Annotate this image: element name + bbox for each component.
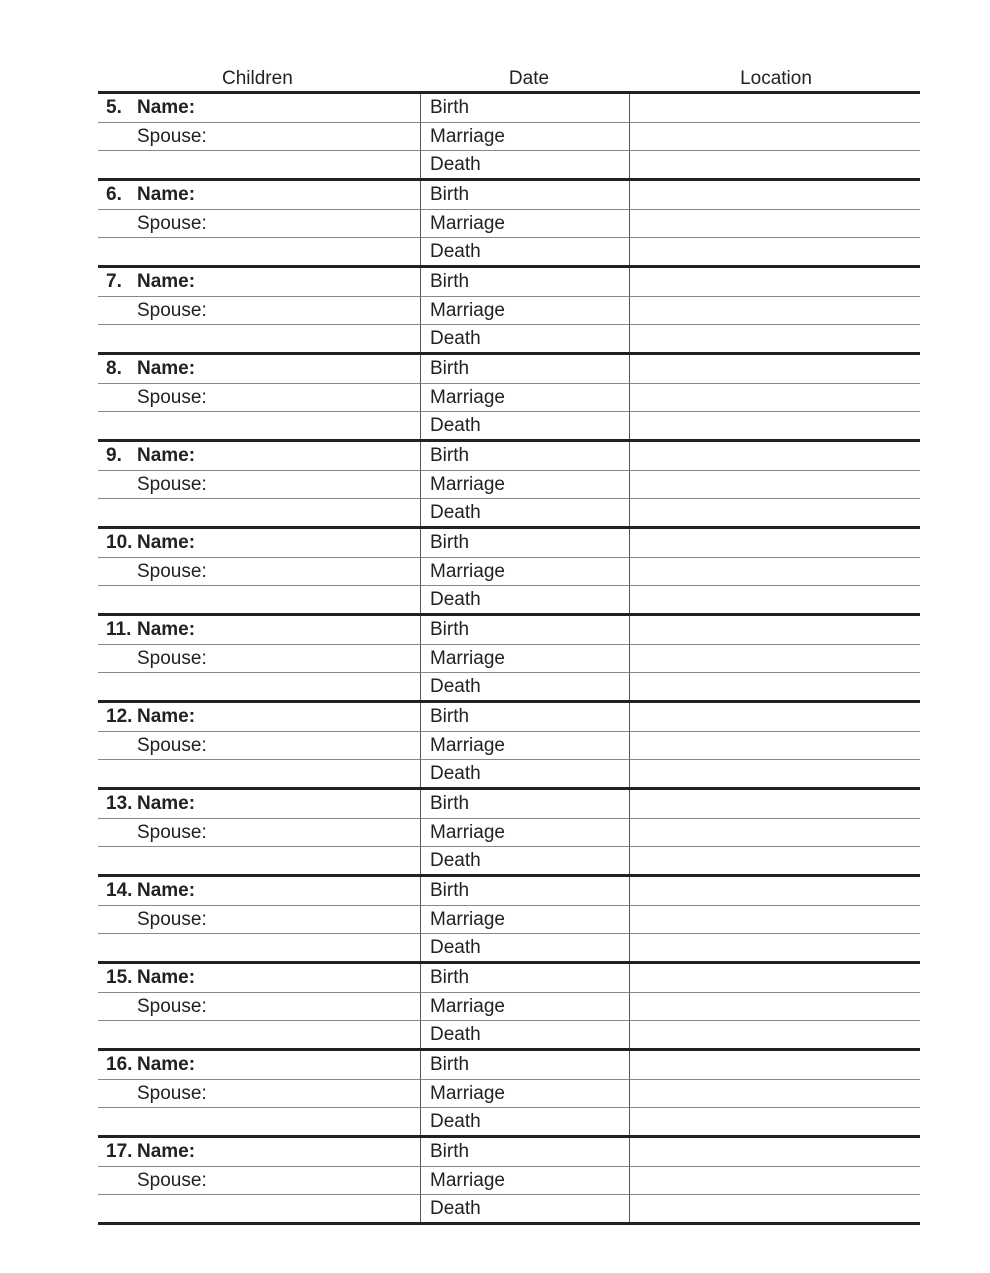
birth-date-cell[interactable]: [421, 964, 630, 992]
birth-location-cell[interactable]: [630, 877, 920, 905]
birth-label: Birth: [430, 358, 470, 379]
birth-row: [98, 529, 920, 557]
name-label: Name:: [137, 97, 196, 118]
marriage-location-cell[interactable]: [630, 557, 920, 585]
death-label: Death: [430, 1111, 481, 1132]
birth-label: Birth: [430, 880, 470, 901]
birth-location-cell[interactable]: [630, 355, 920, 383]
marriage-location-cell[interactable]: [630, 383, 920, 411]
birth-location-cell[interactable]: [630, 94, 920, 122]
marriage-location-cell[interactable]: [630, 1079, 920, 1107]
spouse-cell[interactable]: [98, 731, 421, 759]
name-label: Name:: [137, 445, 196, 466]
name-label: Name:: [137, 1141, 196, 1162]
birth-date-cell[interactable]: [421, 703, 630, 731]
spouse-label: Spouse:: [137, 561, 207, 582]
spouse-label: Spouse:: [137, 648, 207, 669]
blank-cell: [98, 759, 421, 787]
spouse-label: Spouse:: [137, 387, 207, 408]
spouse-cell[interactable]: [98, 992, 421, 1020]
child-entry: [98, 964, 920, 1051]
name-cell[interactable]: [98, 529, 421, 557]
death-label: Death: [430, 1024, 481, 1045]
death-row: [98, 1020, 920, 1048]
child-entry: [98, 703, 920, 790]
spouse-cell[interactable]: [98, 209, 421, 237]
death-location-cell[interactable]: [630, 585, 920, 613]
birth-row: [98, 268, 920, 296]
entry-number: 5.: [106, 97, 122, 118]
name-label: Name:: [137, 619, 196, 640]
marriage-date-cell[interactable]: [421, 470, 630, 498]
birth-label: Birth: [430, 619, 470, 640]
birth-date-cell[interactable]: [421, 529, 630, 557]
name-cell[interactable]: [98, 790, 421, 818]
death-row: [98, 411, 920, 439]
marriage-label: Marriage: [430, 1170, 505, 1191]
birth-label: Birth: [430, 184, 470, 205]
birth-date-cell[interactable]: [421, 355, 630, 383]
child-entry: [98, 268, 920, 355]
name-cell[interactable]: [98, 877, 421, 905]
entry-number: 12.: [106, 706, 133, 727]
column-header-date: Date: [508, 68, 550, 89]
death-location-cell[interactable]: [630, 759, 920, 787]
death-location-cell[interactable]: [630, 1194, 920, 1222]
name-cell[interactable]: [98, 964, 421, 992]
death-date-cell[interactable]: [421, 846, 630, 874]
marriage-location-cell[interactable]: [630, 818, 920, 846]
marriage-label: Marriage: [430, 387, 505, 408]
birth-location-cell[interactable]: [630, 964, 920, 992]
blank-cell: [98, 411, 421, 439]
blank-cell: [98, 585, 421, 613]
blank-cell: [98, 1020, 421, 1048]
spouse-cell[interactable]: [98, 470, 421, 498]
marriage-label: Marriage: [430, 996, 505, 1017]
birth-location-cell[interactable]: [630, 703, 920, 731]
death-label: Death: [430, 154, 481, 175]
marriage-date-cell[interactable]: [421, 992, 630, 1020]
marriage-location-cell[interactable]: [630, 296, 920, 324]
marriage-date-cell[interactable]: [421, 122, 630, 150]
birth-row: [98, 1138, 920, 1166]
name-label: Name:: [137, 706, 196, 727]
name-label: Name:: [137, 793, 196, 814]
death-date-cell[interactable]: [421, 324, 630, 352]
marriage-label: Marriage: [430, 561, 505, 582]
name-label: Name:: [137, 271, 196, 292]
spouse-label: Spouse:: [137, 213, 207, 234]
marriage-row: [98, 209, 920, 237]
marriage-date-cell[interactable]: [421, 296, 630, 324]
table-header: Children Date Location: [98, 64, 920, 94]
marriage-date-cell[interactable]: [421, 644, 630, 672]
marriage-location-cell[interactable]: [630, 122, 920, 150]
entry-number: 17.: [106, 1141, 133, 1162]
death-label: Death: [430, 850, 481, 871]
marriage-date-cell[interactable]: [421, 209, 630, 237]
spouse-cell[interactable]: [98, 1166, 421, 1194]
marriage-label: Marriage: [430, 126, 505, 147]
birth-location-cell[interactable]: [630, 1051, 920, 1079]
entry-number: 13.: [106, 793, 133, 814]
death-date-cell[interactable]: [421, 672, 630, 700]
marriage-row: [98, 296, 920, 324]
name-cell[interactable]: [98, 355, 421, 383]
birth-location-cell[interactable]: [630, 181, 920, 209]
death-date-cell[interactable]: [421, 1020, 630, 1048]
birth-row: [98, 442, 920, 470]
marriage-label: Marriage: [430, 822, 505, 843]
spouse-label: Spouse:: [137, 996, 207, 1017]
entry-number: 6.: [106, 184, 122, 205]
name-label: Name:: [137, 1054, 196, 1075]
birth-location-cell[interactable]: [630, 442, 920, 470]
birth-date-cell[interactable]: [421, 790, 630, 818]
birth-row: [98, 964, 920, 992]
blank-cell: [98, 150, 421, 178]
marriage-row: [98, 1079, 920, 1107]
death-row: [98, 1194, 920, 1222]
birth-label: Birth: [430, 793, 470, 814]
marriage-label: Marriage: [430, 213, 505, 234]
death-label: Death: [430, 502, 481, 523]
birth-location-cell[interactable]: [630, 616, 920, 644]
marriage-row: [98, 383, 920, 411]
marriage-date-cell[interactable]: [421, 557, 630, 585]
blank-cell: [98, 846, 421, 874]
spouse-label: Spouse:: [137, 735, 207, 756]
birth-label: Birth: [430, 445, 470, 466]
death-label: Death: [430, 415, 481, 436]
marriage-row: [98, 992, 920, 1020]
marriage-row: [98, 905, 920, 933]
name-cell[interactable]: [98, 442, 421, 470]
marriage-date-cell[interactable]: [421, 1079, 630, 1107]
name-cell[interactable]: [98, 703, 421, 731]
death-row: [98, 498, 920, 526]
marriage-row: [98, 731, 920, 759]
birth-row: [98, 877, 920, 905]
child-entry: [98, 181, 920, 268]
marriage-location-cell[interactable]: [630, 644, 920, 672]
birth-location-cell[interactable]: [630, 529, 920, 557]
entry-number: 11.: [106, 619, 132, 640]
death-label: Death: [430, 241, 481, 262]
birth-location-cell[interactable]: [630, 268, 920, 296]
blank-cell: [98, 672, 421, 700]
spouse-cell[interactable]: [98, 905, 421, 933]
death-label: Death: [430, 589, 481, 610]
birth-label: Birth: [430, 967, 470, 988]
marriage-location-cell[interactable]: [630, 470, 920, 498]
blank-cell: [98, 237, 421, 265]
entry-number: 7.: [106, 271, 122, 292]
marriage-row: [98, 1166, 920, 1194]
name-label: Name:: [137, 358, 196, 379]
death-location-cell[interactable]: [630, 933, 920, 961]
marriage-location-cell[interactable]: [630, 731, 920, 759]
entry-number: 15.: [106, 967, 133, 988]
death-date-cell[interactable]: [421, 933, 630, 961]
death-location-cell[interactable]: [630, 498, 920, 526]
death-location-cell[interactable]: [630, 237, 920, 265]
spouse-cell[interactable]: [98, 383, 421, 411]
birth-date-cell[interactable]: [421, 1051, 630, 1079]
entries-list: [98, 94, 920, 1225]
name-cell[interactable]: [98, 268, 421, 296]
death-row: [98, 933, 920, 961]
children-table: [98, 64, 920, 1225]
spouse-cell[interactable]: [98, 557, 421, 585]
marriage-label: Marriage: [430, 474, 505, 495]
death-row: [98, 846, 920, 874]
blank-cell: [98, 498, 421, 526]
marriage-date-cell[interactable]: [421, 1166, 630, 1194]
marriage-label: Marriage: [430, 909, 505, 930]
death-row: [98, 759, 920, 787]
death-location-cell[interactable]: [630, 1107, 920, 1135]
death-row: [98, 585, 920, 613]
marriage-location-cell[interactable]: [630, 905, 920, 933]
death-location-cell[interactable]: [630, 150, 920, 178]
death-row: [98, 237, 920, 265]
death-date-cell[interactable]: [421, 498, 630, 526]
birth-row: [98, 181, 920, 209]
name-cell[interactable]: [98, 181, 421, 209]
marriage-label: Marriage: [430, 648, 505, 669]
birth-label: Birth: [430, 1141, 470, 1162]
birth-row: [98, 1051, 920, 1079]
death-location-cell[interactable]: [630, 324, 920, 352]
spouse-label: Spouse:: [137, 1170, 207, 1191]
marriage-row: [98, 818, 920, 846]
blank-cell: [98, 1194, 421, 1222]
child-entry: [98, 529, 920, 616]
birth-location-cell[interactable]: [630, 790, 920, 818]
birth-label: Birth: [430, 271, 470, 292]
spouse-label: Spouse:: [137, 300, 207, 321]
birth-label: Birth: [430, 532, 470, 553]
marriage-row: [98, 122, 920, 150]
birth-date-cell[interactable]: [421, 94, 630, 122]
death-location-cell[interactable]: [630, 1020, 920, 1048]
spouse-label: Spouse:: [137, 822, 207, 843]
marriage-row: [98, 557, 920, 585]
birth-label: Birth: [430, 1054, 470, 1075]
marriage-location-cell[interactable]: [630, 992, 920, 1020]
death-date-cell[interactable]: [421, 150, 630, 178]
marriage-row: [98, 470, 920, 498]
child-entry: [98, 355, 920, 442]
marriage-date-cell[interactable]: [421, 905, 630, 933]
birth-date-cell[interactable]: [421, 442, 630, 470]
birth-date-cell[interactable]: [421, 616, 630, 644]
marriage-date-cell[interactable]: [421, 731, 630, 759]
entry-number: 10.: [106, 532, 133, 553]
name-label: Name:: [137, 967, 196, 988]
death-label: Death: [430, 328, 481, 349]
entry-number: 14.: [106, 880, 133, 901]
death-label: Death: [430, 1198, 481, 1219]
birth-location-cell[interactable]: [630, 1138, 920, 1166]
marriage-date-cell[interactable]: [421, 818, 630, 846]
birth-date-cell[interactable]: [421, 1138, 630, 1166]
entry-number: 8.: [106, 358, 122, 379]
marriage-label: Marriage: [430, 300, 505, 321]
name-label: Name:: [137, 880, 196, 901]
spouse-label: Spouse:: [137, 1083, 207, 1104]
spouse-cell[interactable]: [98, 818, 421, 846]
death-date-cell[interactable]: [421, 585, 630, 613]
birth-label: Birth: [430, 97, 470, 118]
death-date-cell[interactable]: [421, 1194, 630, 1222]
name-cell[interactable]: [98, 1138, 421, 1166]
child-entry: [98, 790, 920, 877]
name-cell[interactable]: [98, 616, 421, 644]
child-entry: [98, 1051, 920, 1138]
death-label: Death: [430, 937, 481, 958]
death-location-cell[interactable]: [630, 672, 920, 700]
spouse-cell[interactable]: [98, 296, 421, 324]
birth-label: Birth: [430, 706, 470, 727]
death-date-cell[interactable]: [421, 237, 630, 265]
child-entry: [98, 616, 920, 703]
entry-number: 16.: [106, 1054, 133, 1075]
spouse-label: Spouse:: [137, 126, 207, 147]
birth-row: [98, 355, 920, 383]
spouse-cell[interactable]: [98, 644, 421, 672]
birth-row: [98, 790, 920, 818]
spouse-label: Spouse:: [137, 474, 207, 495]
birth-date-cell[interactable]: [421, 877, 630, 905]
birth-row: [98, 94, 920, 122]
blank-cell: [98, 324, 421, 352]
death-date-cell[interactable]: [421, 1107, 630, 1135]
death-date-cell[interactable]: [421, 759, 630, 787]
death-row: [98, 672, 920, 700]
name-label: Name:: [137, 184, 196, 205]
child-entry: [98, 94, 920, 181]
child-entry: [98, 1138, 920, 1225]
death-label: Death: [430, 676, 481, 697]
child-entry: [98, 877, 920, 964]
spouse-cell[interactable]: [98, 122, 421, 150]
death-date-cell[interactable]: [421, 411, 630, 439]
death-location-cell[interactable]: [630, 846, 920, 874]
birth-date-cell[interactable]: [421, 181, 630, 209]
marriage-label: Marriage: [430, 1083, 505, 1104]
child-entry: [98, 442, 920, 529]
death-row: [98, 150, 920, 178]
marriage-location-cell[interactable]: [630, 1166, 920, 1194]
birth-date-cell[interactable]: [421, 268, 630, 296]
death-row: [98, 324, 920, 352]
blank-cell: [98, 933, 421, 961]
spouse-label: Spouse:: [137, 909, 207, 930]
entry-number: 9.: [106, 445, 122, 466]
death-label: Death: [430, 763, 481, 784]
death-location-cell[interactable]: [630, 411, 920, 439]
name-cell[interactable]: [98, 1051, 421, 1079]
name-cell[interactable]: [98, 94, 421, 122]
spouse-cell[interactable]: [98, 1079, 421, 1107]
name-label: Name:: [137, 532, 196, 553]
blank-cell: [98, 1107, 421, 1135]
column-header-location: Location: [740, 68, 812, 89]
marriage-location-cell[interactable]: [630, 209, 920, 237]
marriage-date-cell[interactable]: [421, 383, 630, 411]
marriage-label: Marriage: [430, 735, 505, 756]
birth-row: [98, 703, 920, 731]
death-row: [98, 1107, 920, 1135]
marriage-row: [98, 644, 920, 672]
birth-row: [98, 616, 920, 644]
